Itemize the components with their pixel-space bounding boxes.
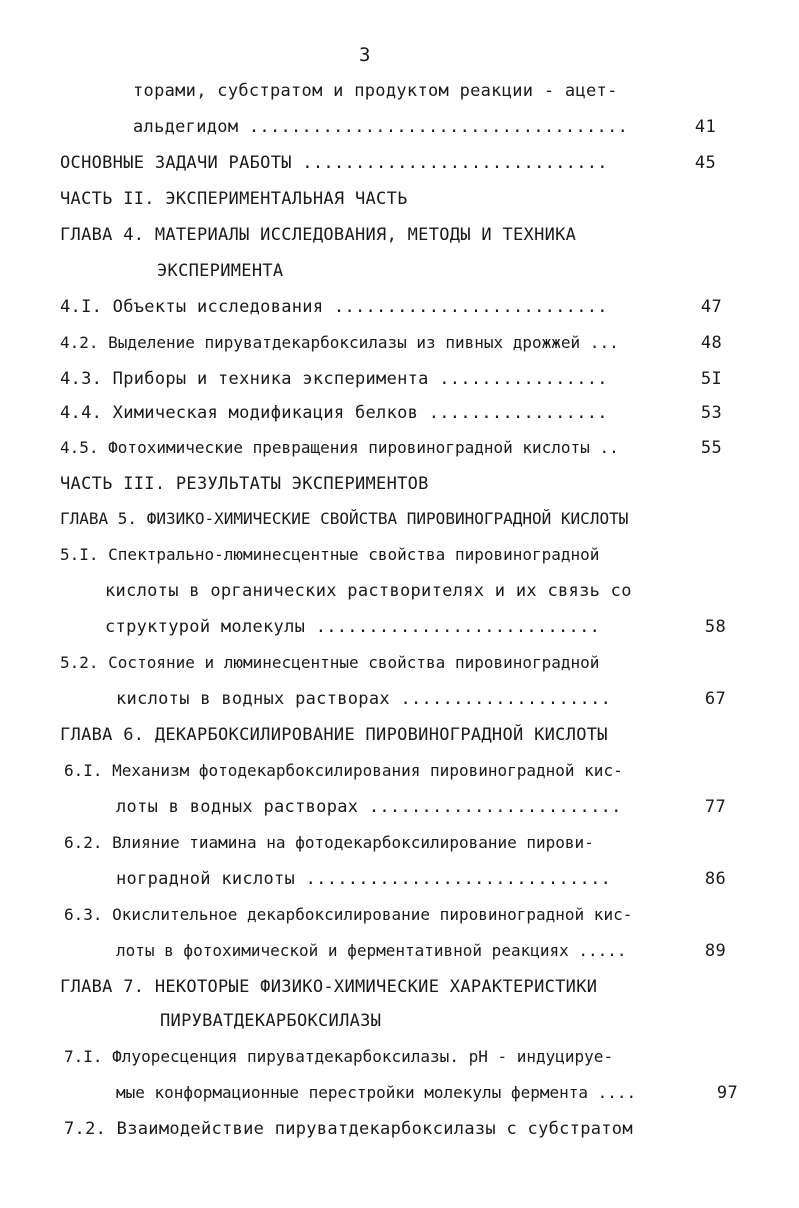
toc-chapter-heading-cont: ПИРУВАТДЕКАРБОКСИЛАЗЫ (160, 1011, 382, 1031)
toc-page-ref: 89 (704, 941, 726, 961)
toc-line: 7.I. Флуоресценция пируватдекарбоксилазы. pH - индуцируе- (64, 1047, 614, 1066)
toc-line: альдегидом .................................... (133, 117, 629, 137)
toc-line: 4.I. Объекты исследования .......................... (60, 297, 608, 317)
toc-line-cont: мые конформационные перестройки молекулы фермента .... (116, 1083, 637, 1102)
toc-line: 4.5. Фотохимические превращения пировиноградной кислоты .. (60, 438, 619, 457)
toc-page-ref: 97 (716, 1083, 738, 1103)
toc-page-ref: 55 (700, 438, 722, 458)
toc-part-heading: ЧАСТЬ II. ЭКСПЕРИМЕНТАЛЬНАЯ ЧАСТЬ (60, 189, 408, 209)
toc-chapter-heading: ГЛАВА 6. ДЕКАРБОКСИЛИРОВАНИЕ ПИРОВИНОГРАДНОЙ КИСЛОТЫ (60, 725, 608, 745)
toc-page-ref: 41 (694, 117, 716, 137)
toc-line: 6.3. Окислительное декарбоксилирование пировиноградной кис- (64, 905, 633, 924)
toc-line-cont: лоты в фотохимической и ферментативной реакциях ..... (116, 941, 627, 960)
toc-page-ref: 86 (704, 869, 726, 889)
toc-line: торами, субстратом и продуктом реакции - ацет- (133, 81, 618, 101)
toc-page-ref: 45 (694, 153, 716, 173)
toc-line: 6.2. Влияние тиамина на фотодекарбоксилирование пирови- (64, 833, 594, 852)
toc-line: 4.4. Химическая модификация белков ................. (60, 403, 608, 423)
toc-chapter-heading: ГЛАВА 5. ФИЗИКО-ХИМИЧЕСКИЕ СВОЙСТВА ПИРОВИНОГРАДНОЙ КИСЛОТЫ (60, 509, 629, 528)
toc-page-ref: 58 (704, 617, 726, 637)
toc-line: ОСНОВНЫЕ ЗАДАЧИ РАБОТЫ ............................. (60, 153, 608, 173)
toc-chapter-heading-cont: ЭКСПЕРИМЕНТА (157, 261, 284, 281)
toc-page-ref: 48 (700, 333, 722, 353)
toc-line: 4.3. Приборы и техника эксперимента ................ (60, 369, 608, 389)
toc-line: 5.2. Состояние и люминесцентные свойства пировиноградной (60, 653, 600, 672)
toc-chapter-heading: ГЛАВА 7. НЕКОТОРЫЕ ФИЗИКО-ХИМИЧЕСКИЕ ХАРАКТЕРИСТИКИ (60, 977, 598, 997)
toc-page-ref: 67 (704, 689, 726, 709)
toc-chapter-heading: ГЛАВА 4. МАТЕРИАЛЫ ИССЛЕДОВАНИЯ, МЕТОДЫ И ТЕХНИКА (60, 225, 577, 245)
toc-page-ref: 77 (704, 797, 726, 817)
toc-line-cont: структурой молекулы ........................... (105, 617, 601, 637)
toc-line: 6.I. Механизм фотодекарбоксилирования пировиноградной кис- (64, 761, 623, 780)
toc-line-cont: кислоты в органических растворителях и их связь со (105, 581, 632, 601)
toc-page-ref: 5I (700, 369, 722, 389)
toc-page-ref: 53 (700, 403, 722, 423)
toc-part-heading: ЧАСТЬ III. РЕЗУЛЬТАТЫ ЭКСПЕРИМЕНТОВ (60, 474, 429, 494)
toc-page-ref: 47 (700, 297, 722, 317)
toc-line: 4.2. Выделение пируватдекарбоксилазы из пивных дрожжей ... (60, 333, 619, 352)
toc-line-cont: ноградной кислоты ............................. (116, 869, 612, 889)
page-number: 3 (359, 44, 371, 66)
toc-line: 7.2. Взаимодействие пируватдекарбоксилазы с субстратом (64, 1119, 633, 1139)
toc-line-cont: кислоты в водных растворах .................... (116, 689, 612, 709)
toc-line-cont: лоты в водных растворах ........................ (116, 797, 622, 817)
toc-line: 5.I. Спектрально-люминесцентные свойства пировиноградной (60, 545, 600, 564)
